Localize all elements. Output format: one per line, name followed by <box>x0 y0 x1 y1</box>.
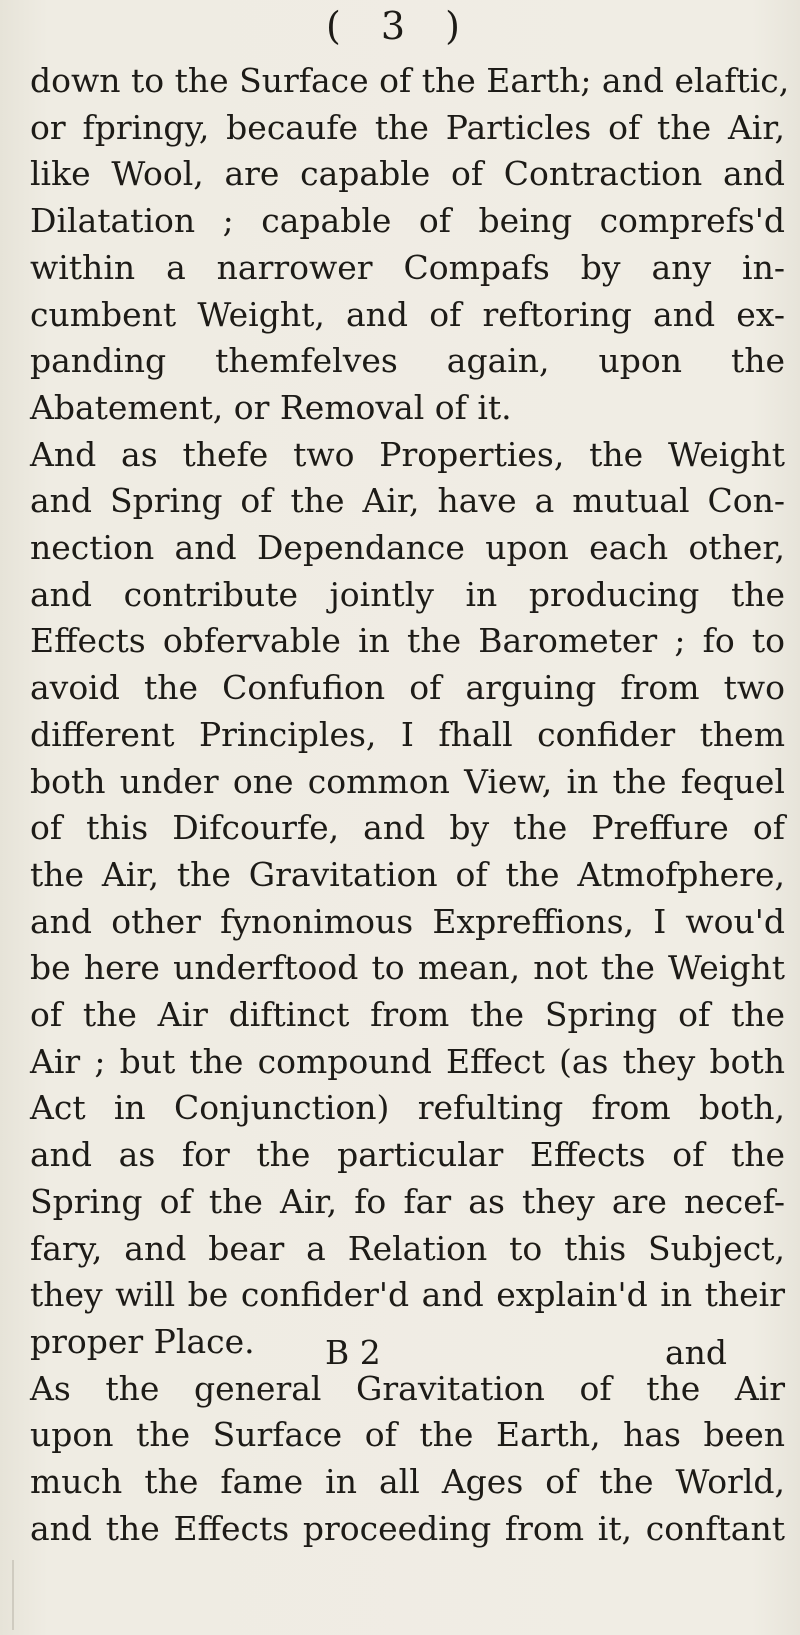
text-line: different Principles, I fhall confider them <box>30 714 785 754</box>
text-line: proper Place. <box>30 1321 255 1361</box>
text-line: of the Air diftinct from the Spring of the <box>30 995 785 1035</box>
text-line: and contribute jointly in producing the <box>30 574 785 614</box>
text-line: and as for the particular Effects of the <box>30 1135 785 1175</box>
text-line: they will be confider'd and explain'd in their <box>30 1275 785 1315</box>
text-line: or fpringy, becaufe the Particles of the Air, <box>30 107 785 147</box>
text-line: and Spring of the Air, have a mutual Con- <box>30 481 785 521</box>
body-text <box>30 58 790 1553</box>
page-number: ( 3 ) <box>326 4 474 48</box>
catchword: and <box>665 1333 728 1372</box>
text-line: and other fynonimous Expreffions, I wou'd <box>30 901 785 941</box>
text-line: panding themfelves again, upon the <box>30 341 785 381</box>
text-line: Abatement, or Removal of it. <box>30 387 512 427</box>
page-edge-shadow <box>12 1560 14 1630</box>
signature-mark: B 2 <box>325 1333 381 1372</box>
text-line: and the Effects proceeding from it, conftant <box>30 1508 785 1548</box>
text-line: like Wool, are capable of Contraction and <box>30 154 785 194</box>
text-line: fary, and bear a Relation to this Subject, <box>30 1228 785 1268</box>
text-line: much the fame in all Ages of the World, <box>30 1462 785 1502</box>
text-line: nection and Dependance upon each other, <box>30 528 785 568</box>
text-line: down to the Surface of the Earth; and elaftic, <box>30 61 790 100</box>
text-line: As the general Gravitation of the Air <box>30 1368 785 1408</box>
text-line: cumbent Weight, and of reftoring and ex- <box>30 294 785 334</box>
text-line: And as thefe two Properties, the Weight <box>30 434 785 474</box>
text-line: Air ; but the compound Effect (as they both <box>30 1041 785 1081</box>
text-line: within a narrower Compafs by any in- <box>30 247 785 287</box>
text-line: avoid the Confufion of arguing from two <box>30 668 785 708</box>
text-line: Dilatation ; capable of being comprefs'd <box>30 201 785 241</box>
text-line: Act in Conjunction) refulting from both, <box>30 1088 785 1128</box>
text-line: both under one common View, in the fequel <box>30 761 785 801</box>
text-line: Effects obfervable in the Barometer ; fo to <box>30 621 785 661</box>
text-line: upon the Surface of the Earth, has been <box>30 1415 785 1455</box>
text-line: of this Difcourfe, and by the Preffure of <box>30 808 785 848</box>
text-line: the Air, the Gravitation of the Atmofphere, <box>30 854 785 894</box>
page-footer <box>0 1330 800 1376</box>
text-line: Spring of the Air, fo far as they are necef- <box>30 1181 785 1221</box>
text-line: be here underftood to mean, not the Weight <box>30 948 785 988</box>
